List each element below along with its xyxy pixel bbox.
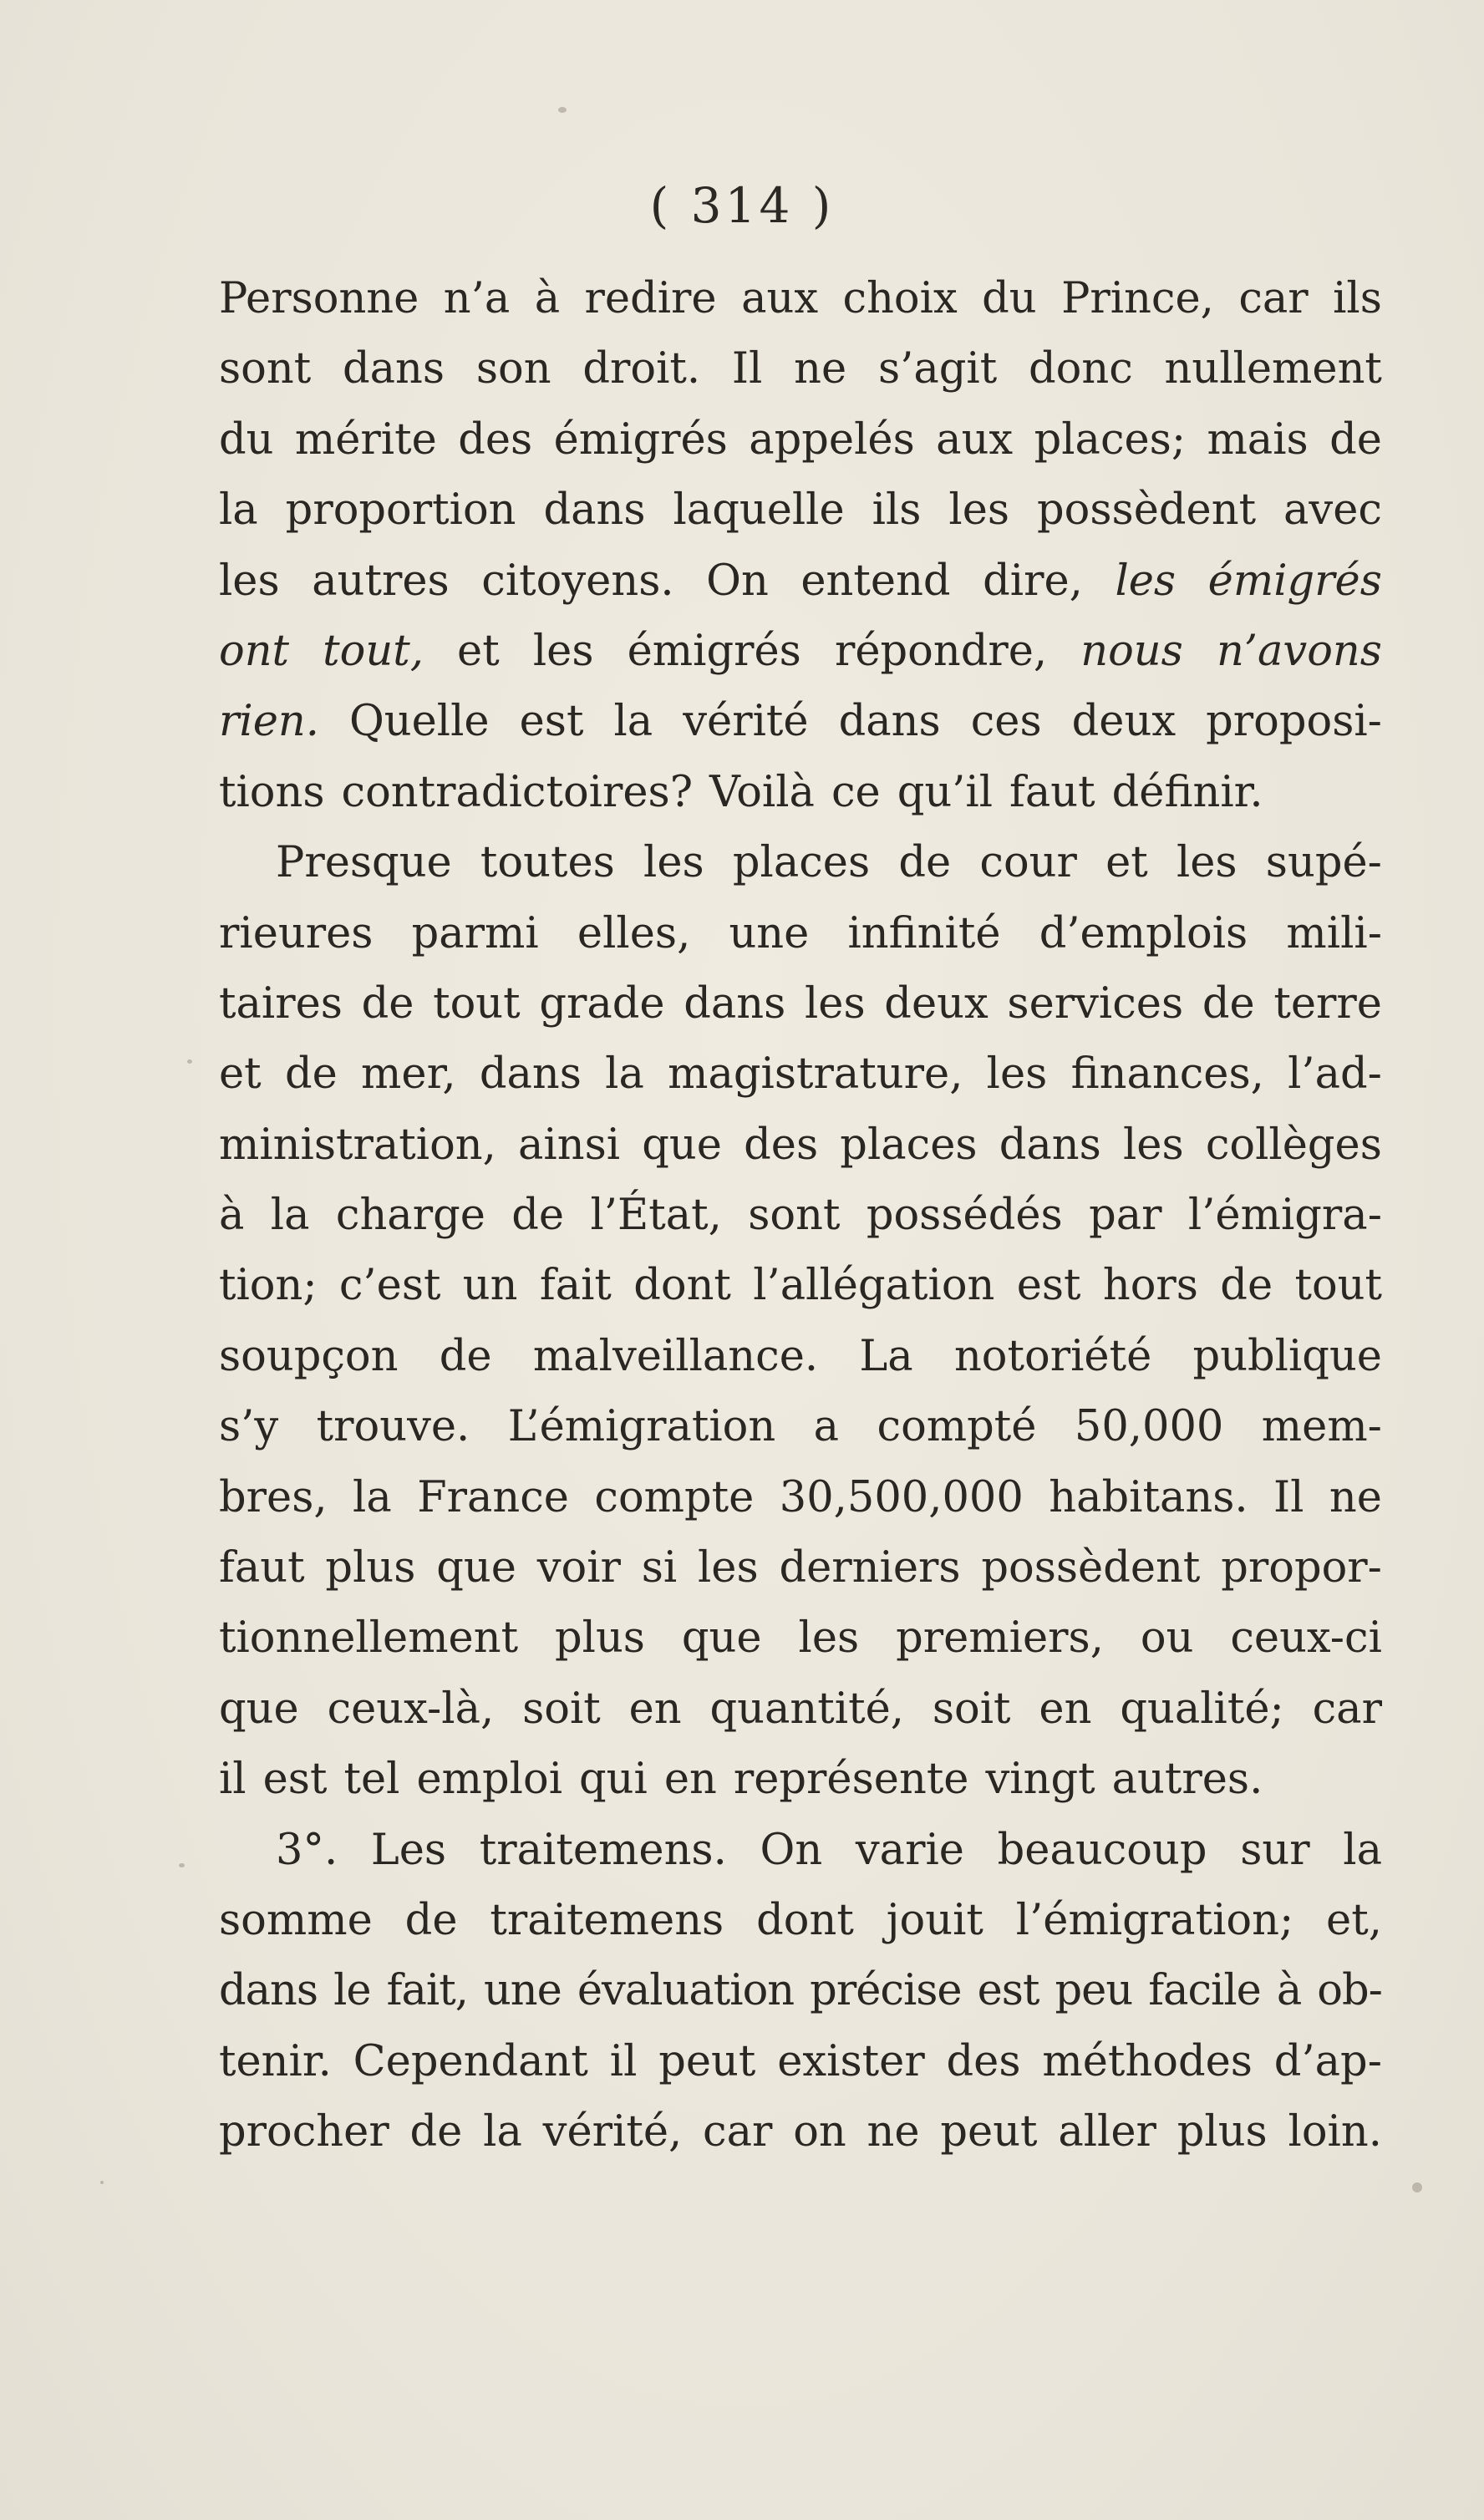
text-line (219, 1674, 1382, 1745)
text-word: Il (1273, 1472, 1304, 1522)
text-line (219, 1110, 1382, 1181)
text-word: infinité (847, 908, 1001, 958)
text-word: une (483, 1966, 562, 2016)
text-word: bres, (219, 1472, 328, 1522)
text-line (219, 264, 1382, 334)
text-word: deux (884, 978, 988, 1029)
text-word: fait (539, 1261, 612, 1311)
text-word: dans (479, 1049, 582, 1100)
text-word: citoyens. (481, 556, 674, 606)
text-word: ce (831, 767, 881, 817)
text-word: terre (1273, 978, 1382, 1029)
text-word: tout, (323, 626, 424, 676)
text-word: les (798, 1613, 860, 1664)
text-word: est (262, 1755, 328, 1805)
text-word: places; (1034, 414, 1187, 465)
text-word: traitemens. (479, 1825, 727, 1875)
text-word: a (813, 1402, 840, 1452)
text-word: grade (539, 978, 665, 1029)
text-word: plus (325, 1543, 416, 1593)
text-word: compté (877, 1402, 1037, 1452)
text-word: possèdent (981, 1543, 1201, 1593)
text-word: car (1312, 1684, 1382, 1734)
text-word: répondre, (834, 626, 1048, 676)
text-word: derniers (779, 1543, 961, 1593)
text-word: finances, (1070, 1049, 1264, 1100)
text-word: choix (842, 274, 958, 323)
text-word: si (641, 1543, 678, 1593)
text-word: aller (1058, 2107, 1156, 2157)
text-word: les (219, 556, 280, 606)
text-word: la (1343, 1825, 1382, 1875)
text-word: qui (579, 1755, 648, 1805)
text-word: est (977, 1966, 1039, 2016)
text-word: Quelle (348, 697, 490, 747)
text-word: d’emplois (1039, 908, 1248, 958)
text-word: une (729, 908, 810, 958)
text-word: de (898, 838, 952, 888)
text-word: de (439, 1331, 492, 1381)
text-word: les (697, 1543, 759, 1593)
text-word: L’émigration (507, 1402, 776, 1452)
text-word: toutes (480, 838, 615, 888)
text-word: soit (522, 1684, 601, 1734)
text-word: les (948, 485, 1010, 536)
text-word: 30,500,000 (779, 1472, 1024, 1522)
text-line (219, 687, 1382, 757)
text-word: avec (1283, 485, 1382, 536)
text-word: que (436, 1543, 516, 1593)
text-word: des (458, 414, 533, 465)
text-word: il (219, 1755, 246, 1805)
text-word: émigrés (627, 626, 801, 676)
text-word: dans (543, 485, 646, 536)
text-word: Voilà (709, 767, 815, 817)
text-word: fait, (386, 1966, 468, 2016)
text-word: habitans. (1049, 1472, 1248, 1522)
text-word: ministration, (219, 1120, 496, 1170)
text-word: s’agit (877, 344, 998, 394)
text-word: ou (1140, 1613, 1194, 1664)
text-line (219, 475, 1382, 546)
text-word: faut (1009, 767, 1095, 817)
text-word: on (793, 2107, 846, 2157)
text-word: tionnellement (219, 1613, 519, 1664)
text-word: émigrés (553, 414, 728, 465)
text-word: l’État, (590, 1191, 722, 1241)
text-word: exister (777, 2036, 925, 2086)
text-word: en (663, 1755, 717, 1805)
text-word: la (270, 1191, 310, 1241)
text-word: Presque (276, 838, 452, 888)
text-word: jouit (886, 1895, 983, 1945)
text-word: qualité; (1120, 1684, 1284, 1734)
text-word: facile (1148, 1966, 1261, 2016)
text-word: deux (1071, 697, 1177, 747)
text-line (219, 405, 1382, 475)
text-line (219, 546, 1382, 617)
text-word: car (703, 2107, 773, 2157)
text-word: donc (1029, 344, 1133, 394)
text-word: France (417, 1472, 569, 1522)
text-line (219, 1463, 1382, 1533)
text-line (219, 2027, 1382, 2097)
text-word: On (706, 556, 769, 606)
text-word: évaluation (577, 1966, 795, 2016)
text-word: ceux-ci (1230, 1613, 1382, 1664)
body-text (219, 264, 1382, 2168)
text-word: et (457, 626, 500, 676)
text-word: il (609, 2036, 638, 2086)
text-word: l’émigration; (1015, 1895, 1294, 1945)
text-word: de (511, 1191, 565, 1241)
text-word: plus (555, 1613, 645, 1664)
text-word: services (1007, 978, 1184, 1029)
page-number: ( 314 ) (649, 177, 835, 234)
text-word: vingt (985, 1755, 1095, 1805)
text-line (219, 828, 1382, 898)
text-word: l’allégation (753, 1261, 995, 1311)
text-word: proportion (285, 485, 516, 536)
text-word: aux (936, 414, 1014, 465)
text-word: les (532, 626, 594, 676)
text-word: laquelle (673, 485, 845, 536)
text-word: ainsi (518, 1120, 621, 1170)
text-word: places (840, 1120, 978, 1170)
text-word: mer, (361, 1049, 456, 1100)
text-word: notoriété (953, 1331, 1152, 1381)
text-word: entend (800, 556, 951, 606)
text-word: autres. (1111, 1755, 1263, 1805)
text-word: premiers, (896, 1613, 1104, 1664)
text-word: de (1220, 1261, 1273, 1311)
text-word: mili- (1286, 908, 1382, 958)
text-line (219, 1322, 1382, 1392)
text-word: 50,000 (1074, 1402, 1224, 1452)
text-word: nous (1080, 626, 1183, 676)
text-word: possèdent (1037, 485, 1257, 536)
text-word: magistrature, (668, 1049, 963, 1100)
text-word: représente (733, 1755, 969, 1805)
text-word: rieures (219, 908, 374, 958)
text-word: ceux-là, (327, 1684, 495, 1734)
text-word: tout (1294, 1261, 1382, 1311)
text-line (219, 2097, 1382, 2167)
text-word: ils (872, 485, 922, 536)
paper-speck (187, 1059, 192, 1064)
text-word: autres (312, 556, 450, 606)
text-word: précise (810, 1966, 962, 2016)
text-word: Il (731, 344, 763, 394)
text-line (219, 1533, 1382, 1603)
text-word: Prince, (1061, 274, 1214, 323)
text-word: Personne (219, 274, 419, 323)
text-word: est (1016, 1261, 1081, 1311)
text-word: malveillance. (532, 1331, 819, 1381)
text-line (219, 1392, 1382, 1462)
text-line (219, 1039, 1382, 1110)
text-word: de (404, 1895, 458, 1945)
text-word: Cependant (353, 2036, 588, 2086)
text-word: les (1123, 1120, 1184, 1170)
paper-speck (1412, 2182, 1422, 2192)
text-word: les (804, 978, 866, 1029)
text-word: en (1039, 1684, 1092, 1734)
text-word: les (986, 1049, 1048, 1100)
text-word: redire (584, 274, 717, 323)
paper-speck (100, 2181, 104, 2184)
text-line (219, 1603, 1382, 1674)
text-word: contradictoires? (341, 767, 694, 817)
text-word: du (219, 414, 274, 465)
text-word: appelés (749, 414, 915, 465)
text-word: cour (979, 838, 1077, 888)
text-word: aux (741, 274, 819, 323)
text-word: à (1276, 1966, 1302, 2016)
text-word: des (946, 2036, 1021, 2086)
text-word: charge (335, 1191, 485, 1241)
text-word: sont (748, 1191, 841, 1241)
text-word: les (643, 838, 704, 888)
text-word: sont (219, 344, 312, 394)
text-word: de (361, 978, 414, 1029)
text-word: plus (1177, 2107, 1268, 2157)
text-word: propor- (1221, 1543, 1382, 1593)
text-word: de (1202, 978, 1255, 1029)
text-word: ob- (1317, 1966, 1382, 2016)
text-word: parmi (411, 908, 539, 958)
text-word: ne (1329, 1472, 1382, 1522)
text-word: ne (867, 2107, 920, 2157)
text-word: quantité, (709, 1684, 904, 1734)
text-word: à (219, 1191, 245, 1241)
text-word: vérité, (542, 2107, 683, 2157)
text-word: sur (1240, 1825, 1310, 1875)
text-word: procher (219, 2107, 389, 2157)
text-line (219, 969, 1382, 1039)
text-word: varie (855, 1825, 964, 1875)
text-word: supé- (1265, 838, 1382, 888)
text-line (219, 899, 1382, 969)
text-word: car (1238, 274, 1309, 323)
text-word: son (475, 344, 551, 394)
text-line (219, 758, 1382, 828)
text-word: somme (219, 1895, 373, 1945)
text-word: émigrés (1207, 556, 1382, 606)
text-word: c’est (338, 1261, 441, 1311)
text-word: s’y (219, 1402, 279, 1452)
text-word: et, (1326, 1895, 1382, 1945)
text-word: traitemens (490, 1895, 724, 1945)
text-word: et (219, 1049, 262, 1100)
text-word: ces (970, 697, 1042, 747)
text-word: peu (1055, 1966, 1133, 2016)
text-line (219, 1745, 1382, 1815)
text-word: dont (633, 1261, 731, 1311)
paper-speck (179, 1863, 185, 1867)
text-word: dans (684, 978, 786, 1029)
text-word: publique (1192, 1331, 1382, 1381)
text-word: qu’il (897, 767, 994, 817)
text-word: des (744, 1120, 819, 1170)
text-word: ont (219, 626, 290, 676)
text-word: est (519, 697, 584, 747)
text-word: beaucoup (997, 1825, 1207, 1875)
text-line (219, 1886, 1382, 1956)
text-line (219, 1816, 1382, 1886)
text-word: On (760, 1825, 823, 1875)
text-word: 3°. (276, 1825, 338, 1875)
text-word: dont (756, 1895, 854, 1945)
text-word: la (613, 697, 653, 747)
text-word: compte (594, 1472, 755, 1522)
text-word: par (1089, 1191, 1162, 1241)
text-word: places (732, 838, 871, 888)
text-word: et (1105, 838, 1148, 888)
text-word: la (605, 1049, 644, 1100)
text-word: dans (838, 697, 941, 747)
text-word: vérité (683, 697, 809, 747)
text-word: droit. (582, 344, 701, 394)
text-word: un (462, 1261, 518, 1311)
text-word: peut (940, 2107, 1038, 2157)
text-word: loin. (1288, 2107, 1382, 2157)
text-word: à (534, 274, 561, 323)
text-line (219, 1956, 1382, 2026)
text-word: tel (343, 1755, 400, 1805)
text-word: de (409, 2107, 463, 2157)
text-word: tout (433, 978, 521, 1029)
text-word: mem- (1261, 1402, 1382, 1452)
text-word: trouve. (316, 1402, 470, 1452)
text-word: nullement (1164, 344, 1382, 394)
text-word: mais (1207, 414, 1309, 465)
text-word: voir (536, 1543, 621, 1593)
text-word: emploi (416, 1755, 562, 1805)
paper-speck (558, 107, 567, 113)
text-word: que (681, 1613, 762, 1664)
text-word: de (1329, 414, 1382, 465)
text-word: soit (932, 1684, 1011, 1734)
text-word: ils (1333, 274, 1382, 323)
text-word: en (628, 1684, 682, 1734)
text-word: collèges (1205, 1120, 1382, 1170)
text-word: tions (219, 767, 325, 817)
text-word: dans (999, 1120, 1101, 1170)
text-word: la (483, 2107, 522, 2157)
text-word: possédés (866, 1191, 1063, 1241)
text-word: ne (794, 344, 847, 394)
text-word: définir. (1111, 767, 1263, 817)
text-word: dans (219, 1966, 318, 2016)
text-word: elles, (577, 908, 691, 958)
text-word: soupçon (219, 1331, 399, 1381)
text-line (219, 1251, 1382, 1321)
text-line (219, 334, 1382, 404)
text-word: dire, (983, 556, 1083, 606)
text-word: rien. (219, 697, 319, 747)
text-word: les (1176, 838, 1238, 888)
text-word: dans (343, 344, 445, 394)
text-word: que (642, 1120, 722, 1170)
text-word: du (982, 274, 1037, 323)
text-word: de (284, 1049, 338, 1100)
text-word: Les (370, 1825, 447, 1875)
text-word: tenir. (219, 2036, 332, 2086)
text-word: la (219, 485, 258, 536)
text-word: d’ap- (1273, 2036, 1382, 2086)
text-word: n’avons (1216, 626, 1382, 676)
text-word: peut (658, 2036, 756, 2086)
text-word: le (333, 1966, 371, 2016)
text-word: l’émigra- (1187, 1191, 1382, 1241)
text-word: taires (219, 978, 343, 1029)
text-word: mérite (294, 414, 437, 465)
text-word: proposi- (1206, 697, 1382, 747)
text-word: faut (219, 1543, 305, 1593)
text-word: tion; (219, 1261, 318, 1311)
text-word: la (353, 1472, 392, 1522)
text-word: l’ad- (1288, 1049, 1382, 1100)
text-word: que (219, 1684, 299, 1734)
text-word: les (1115, 556, 1177, 606)
text-word: méthodes (1042, 2036, 1253, 2086)
text-word: n’a (443, 274, 511, 323)
text-word: hors (1102, 1261, 1198, 1311)
text-line (219, 1181, 1382, 1251)
text-line (219, 617, 1382, 687)
text-word: La (859, 1331, 913, 1381)
